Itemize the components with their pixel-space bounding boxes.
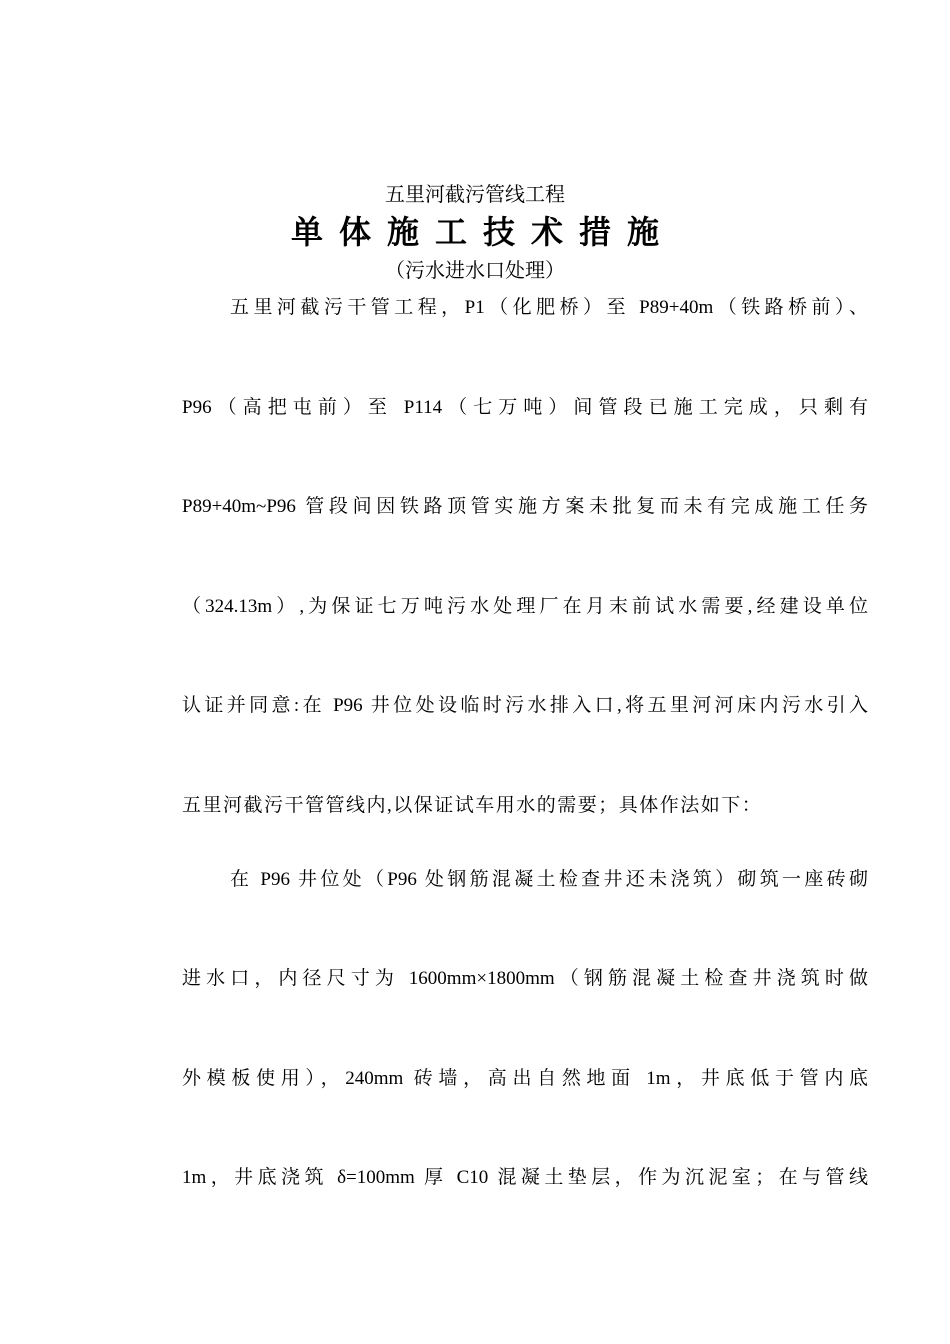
document-title: 单体施工技术措施 (290, 213, 675, 251)
paragraph-line: 五里河截污干管管线内,以保证试车用水的需要；具体作法如下： (182, 795, 763, 816)
project-name: 五里河截污管线工程 (385, 182, 565, 206)
paragraph-line: P96（高把屯前）至 P114（七万吨）间管段已施工完成，只剩有 (182, 397, 868, 418)
paragraph-line: 进水口，内径尺寸为 1600mm×1800mm（钢筋混凝土检查井浇筑时做 (182, 968, 868, 989)
paragraph-line: P89+40m~P96 管段间因铁路顶管实施方案未批复而未有完成施工任务 (182, 496, 868, 517)
paragraph-line: （324.13m）,为保证七万吨污水处理厂在月末前试水需要,经建设单位 (182, 596, 868, 617)
paragraph-line: 在 P96 井位处（P96 处钢筋混凝土检查井还未浇筑）砌筑一座砖砌 (230, 869, 868, 890)
paragraph-line: 1m，井底浇筑 δ=100mm 厚 C10 混凝土垫层，作为沉泥室；在与管线 (182, 1167, 868, 1188)
paragraph-line: 外模板使用），240mm 砖墙，高出自然地面 1m，井底低于管内底 (182, 1068, 868, 1089)
document-subtitle: （污水进水口处理） (385, 258, 565, 282)
paragraph-line: 认证并同意:在 P96 井位处设临时污水排入口,将五里河河床内污水引入 (182, 695, 868, 716)
paragraph-line: 五里河截污干管工程，P1（化肥桥）至 P89+40m（铁路桥前）、 (230, 297, 868, 318)
